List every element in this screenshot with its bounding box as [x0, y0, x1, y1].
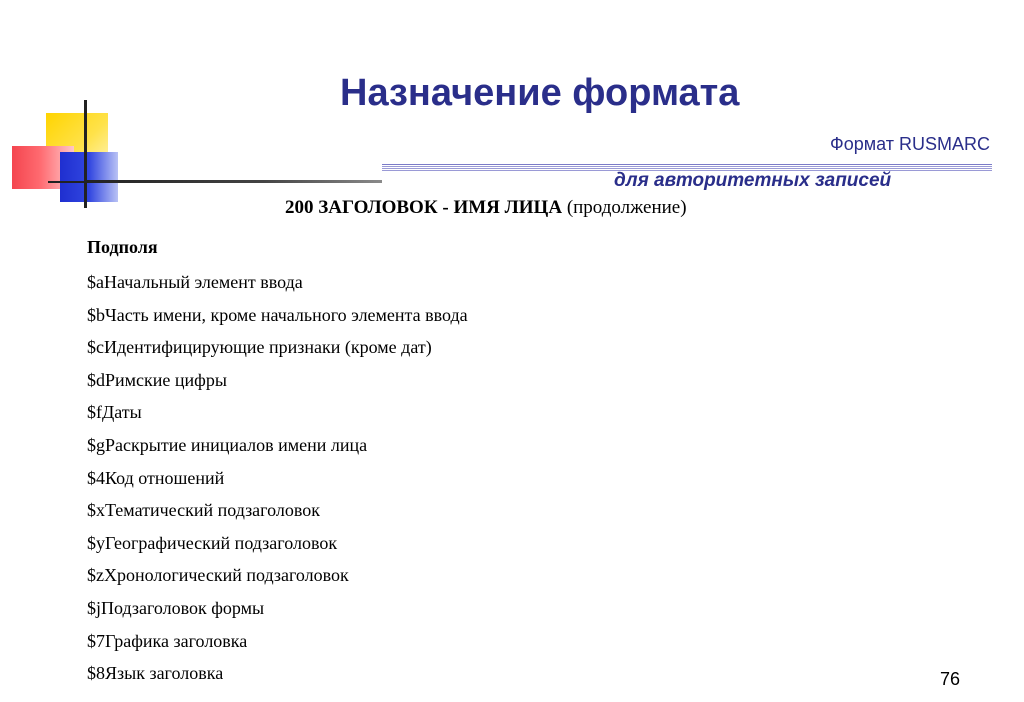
subfield-item: $fДаты: [87, 402, 142, 423]
slide-subtitle: для авторитетных записей: [614, 170, 892, 191]
subfield-item: $7Графика заголовка: [87, 630, 248, 651]
subfield-item: $gРаскрытие инициалов имени лица: [87, 434, 368, 455]
subfield-item: $bЧасть имени, кроме начального элемента ввода: [87, 304, 468, 325]
page-number: 76: [940, 669, 961, 689]
subfield-item: $dРимские цифры: [87, 369, 227, 390]
subfield-item: $cИдентифицирующие признаки (кроме дат): [87, 337, 432, 358]
subfield-item: $jПодзаголовок формы: [87, 597, 265, 618]
logo-vertical-line: [84, 100, 87, 208]
blue-square-decoration: [60, 152, 118, 202]
subfield-item: $8Язык заголовка: [87, 663, 224, 684]
subfield-item: $xТематический подзаголовок: [87, 500, 320, 521]
section-heading: [285, 197, 687, 219]
subfield-list: [87, 266, 468, 690]
subfields-title: Подполя: [87, 237, 158, 257]
section-heading-continuation: (продолжение): [562, 197, 687, 218]
subfield-item: $zХронологический подзаголовок: [87, 565, 349, 586]
subfield-item: $4Код отношений: [87, 467, 225, 488]
header-divider-line: [86, 180, 382, 183]
subfields-block: [87, 234, 468, 690]
section-heading-bold: 200 ЗАГОЛОВОК - ИМЯ ЛИЦА: [285, 197, 563, 218]
subfield-item: $aНачальный элемент ввода: [87, 272, 303, 292]
format-label: Формат RUSMARC: [830, 134, 990, 154]
slide-logo-graphic: [0, 0, 160, 230]
subfield-item: $yГеографический подзаголовок: [87, 532, 338, 553]
slide-title: Назначение формата: [340, 72, 740, 114]
